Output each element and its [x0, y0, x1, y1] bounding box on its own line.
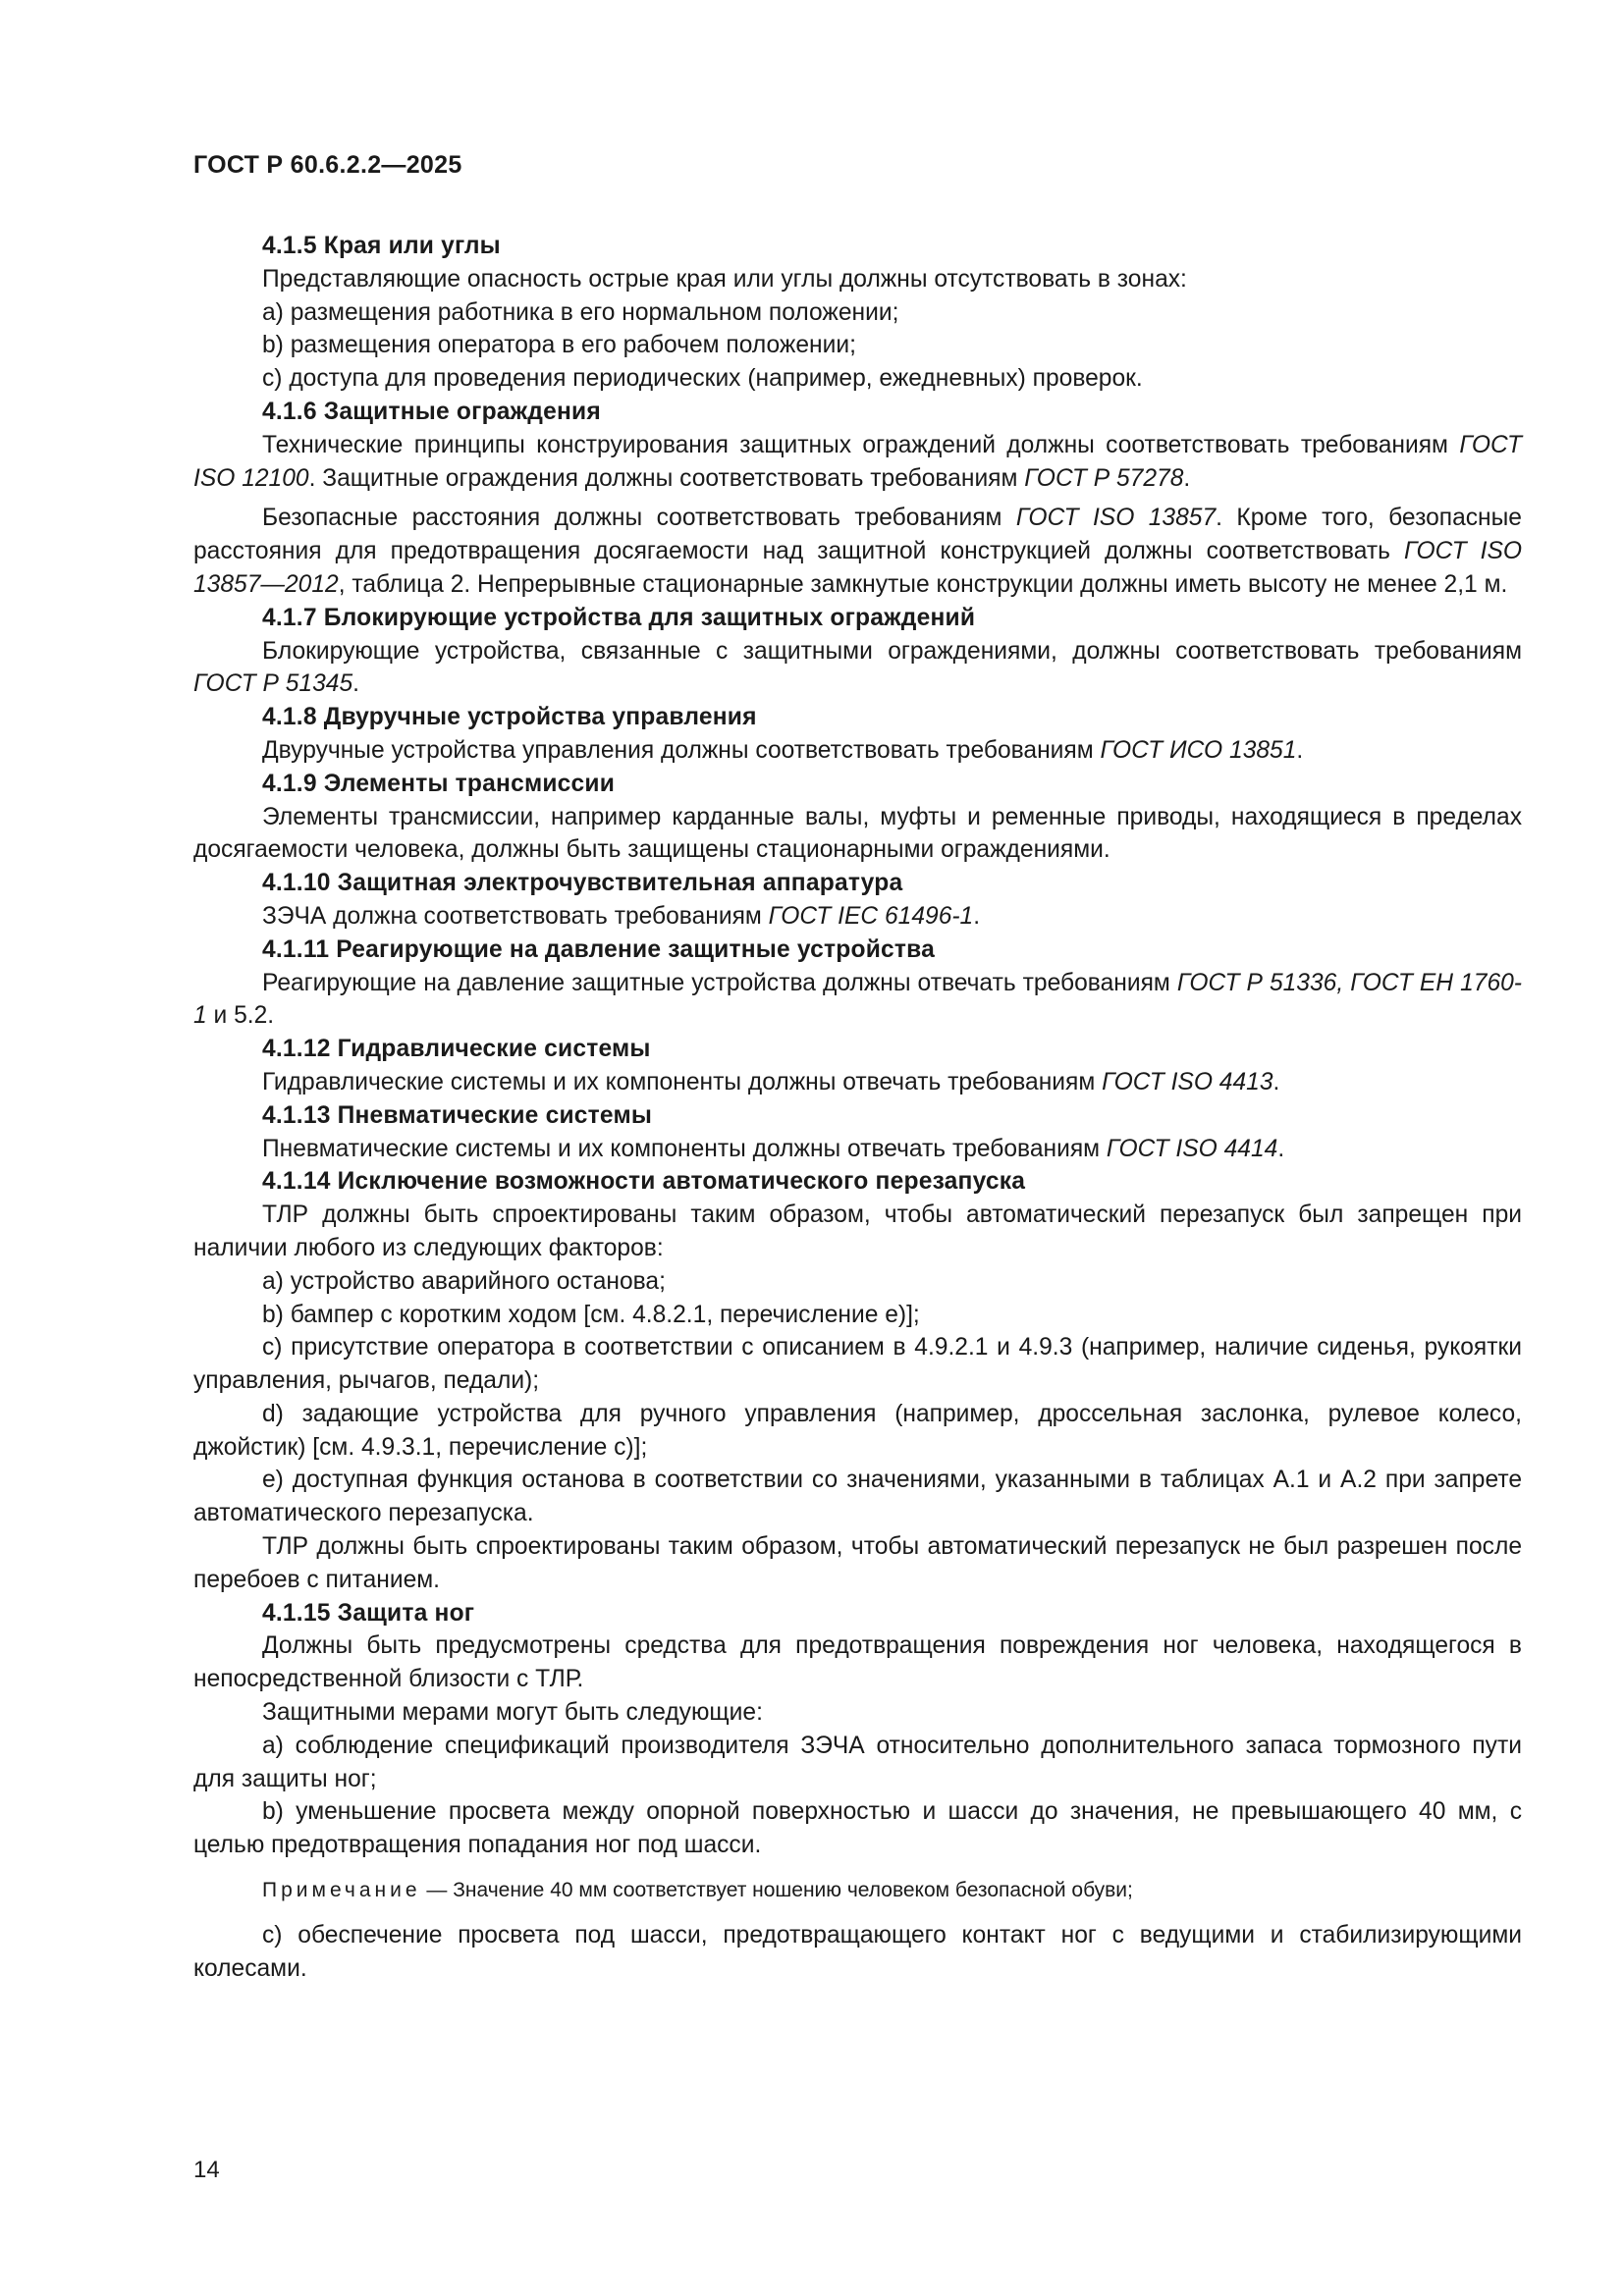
list-item: b) бампер с коротким ходом [см. 4.8.2.1, перечисление e)];: [262, 1301, 920, 1328]
paragraph: Должны быть предусмотрены средства для предотвращения повреждения ног человека, находящегося в непосредственной близости с ТЛР.: [193, 1632, 1522, 1693]
text-run: .: [973, 902, 981, 930]
page-number: 14: [193, 2157, 220, 2183]
text-run: Безопасные расстояния должны соответствовать требованиям: [262, 505, 1016, 532]
section-heading-4-1-14: 4.1.14 Исключение возможности автоматического перезапуска: [262, 1168, 1026, 1196]
paragraph: [193, 900, 1522, 934]
paragraph: [193, 1066, 1522, 1099]
section-heading-4-1-13: 4.1.13 Пневматические системы: [262, 1101, 653, 1129]
section-heading-4-1-7: 4.1.7 Блокирующие устройства для защитных ограждений: [262, 604, 976, 631]
section-heading-4-1-9: 4.1.9 Элементы трансмиссии: [262, 770, 616, 797]
list-item: b) уменьшение просвета между опорной поверхностью и шасси до значения, не превышающего 40 мм, с целью предотвращения попадания ног под шасси.: [193, 1798, 1522, 1859]
section-heading-4-1-15: 4.1.15 Защита ног: [262, 1599, 475, 1627]
standard-reference: ГОСТ ИСО 13851: [1100, 736, 1297, 764]
document-code-header: ГОСТ Р 60.6.2.2—2025: [193, 151, 462, 179]
text-run: .: [1277, 1135, 1285, 1162]
list-item: e) доступная функция останова в соответствии со значениями, указанными в таблицах А.1 и А.2 при запрете автоматического перезапуска.: [193, 1467, 1522, 1527]
text-run: .: [1272, 1068, 1280, 1095]
standard-reference: ГОСТ ISO 4413: [1102, 1068, 1273, 1095]
note-label: Примечание: [262, 1879, 421, 1902]
paragraph: [193, 635, 1522, 702]
paragraph: Представляющие опасность острые края или углы должны отсутствовать в зонах:: [262, 265, 1187, 293]
standard-reference: ГОСТ Р 51336, ГОСТ ЕН 1760-1: [193, 969, 1522, 1030]
text-run: Реагирующие на давление защитные устройства должны отвечать требованиям: [262, 969, 1177, 996]
section-heading-4-1-10: 4.1.10 Защитная электрочувствительная аппаратура: [262, 870, 903, 897]
text-run: .: [1183, 464, 1191, 492]
standard-reference: ГОСТ ISO 4414: [1106, 1135, 1278, 1162]
section-heading-4-1-8: 4.1.8 Двуручные устройства управления: [262, 704, 757, 731]
paragraph: Защитными мерами могут быть следующие:: [262, 1699, 763, 1727]
note: [193, 1876, 1522, 1905]
paragraph: [193, 502, 1522, 601]
paragraph: ТЛР должны быть спроектированы таким образом, чтобы автоматический перезапуск не был разрешен после перебоев с питанием.: [193, 1533, 1522, 1593]
text-run: .: [1296, 736, 1304, 764]
text-run: Блокирующие устройства, связанные с защитными ограждениями, должны соответствовать требованиям: [262, 637, 1522, 665]
note-text: — Значение 40 мм соответствует ношению человеком безопасной обуви;: [420, 1879, 1133, 1902]
list-item: a) соблюдение спецификаций производителя ЗЭЧА относительно дополнительного запаса тормозного пути для защиты ног;: [193, 1732, 1522, 1792]
text-run: .: [352, 670, 359, 698]
list-item: d) задающие устройства для ручного управления (например, дроссельная заслонка, рулевое колесо, джойстик) [см. 4.9.3.1, перечисление c)];: [193, 1400, 1522, 1461]
text-run: и 5.2.: [206, 1002, 275, 1030]
standard-reference: ГОСТ Р 57278: [1024, 464, 1184, 492]
text-run: , таблица 2. Непрерывные стационарные замкнутые конструкции должны иметь высоту не менее 2,1 м.: [338, 570, 1508, 598]
standard-reference: ГОСТ Р 51345: [193, 670, 353, 698]
list-item: a) размещения работника в его нормальном положении;: [262, 298, 899, 326]
text-run: Двуручные устройства управления должны соответствовать требованиям: [262, 736, 1101, 764]
paragraph: ТЛР должны быть спроектированы таким образом, чтобы автоматический перезапуск был запрещен при наличии любого из следующих факторов:: [193, 1201, 1522, 1261]
text-run: . Кроме того, безопасные расстояния для предотвращения досягаемости над защитной конструкцией должны соответствовать: [193, 505, 1522, 565]
section-heading-4-1-6: 4.1.6 Защитные ограждения: [262, 398, 601, 425]
text-run: Гидравлические системы и их компоненты должны отвечать требованиям: [262, 1068, 1103, 1095]
paragraph: [193, 967, 1522, 1034]
standard-reference: ГОСТ IEC 61496-1: [768, 902, 974, 930]
text-run: Пневматические системы и их компоненты должны отвечать требованиям: [262, 1135, 1107, 1162]
section-heading-4-1-5: 4.1.5 Края или углы: [262, 233, 501, 259]
document-body: [193, 230, 1522, 1986]
list-item: c) присутствие оператора в соответствии с описанием в 4.9.2.1 и 4.9.3 (например, наличие сиденья, рукоятки управления, рычагов, педали);: [193, 1334, 1522, 1395]
paragraph: [193, 734, 1522, 768]
standard-reference: ГОСТ ISO 12100: [193, 431, 1522, 492]
text-run: . Защитные ограждения должны соответствовать требованиям: [308, 464, 1025, 492]
list-item: c) обеспечение просвета под шасси, предотвращающего контакт ног с ведущими и стабилизирующими колесами.: [193, 1922, 1522, 1982]
paragraph: Элементы трансмиссии, например карданные валы, муфты и ременные приводы, находящиеся в пределах досягаемости человека, должны быть защищены стационарными ограждениями.: [193, 803, 1522, 864]
section-heading-4-1-12: 4.1.12 Гидравлические системы: [262, 1036, 651, 1063]
standard-reference: ГОСТ ISO 13857—2012: [193, 538, 1523, 598]
paragraph: [193, 429, 1522, 496]
paragraph: [193, 1133, 1522, 1166]
list-item: a) устройство аварийного останова;: [262, 1267, 666, 1295]
list-item: b) размещения оператора в его рабочем положении;: [262, 332, 856, 359]
list-item: c) доступа для проведения периодических (например, ежедневных) проверок.: [262, 365, 1143, 393]
text-run: ЗЭЧА должна соответствовать требованиям: [262, 902, 769, 930]
section-heading-4-1-11: 4.1.11 Реагирующие на давление защитные устройства: [262, 935, 936, 963]
text-run: Технические принципы конструирования защитных ограждений должны соответствовать требованиям: [262, 431, 1460, 458]
standard-reference: ГОСТ ISO 13857: [1015, 505, 1217, 532]
